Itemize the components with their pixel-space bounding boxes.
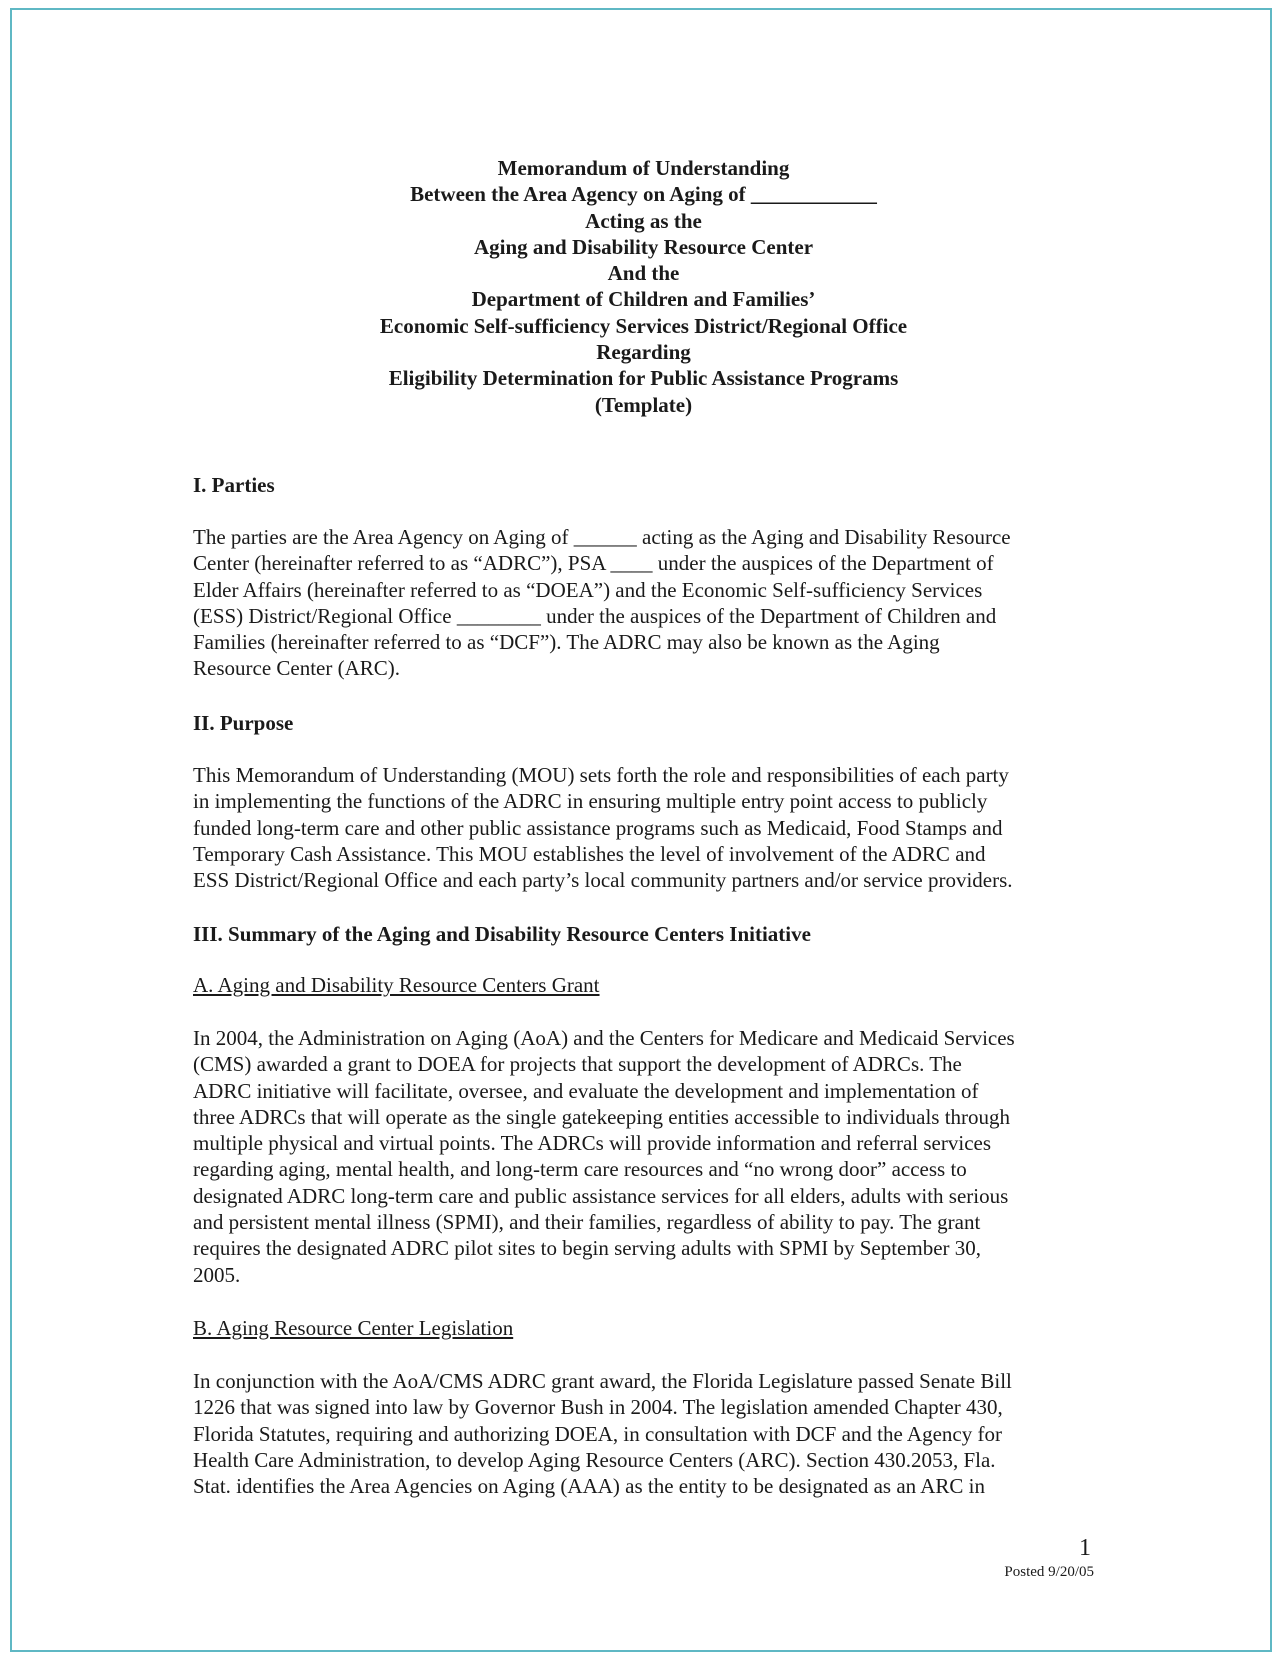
text-line: requires the designated ADRC pilot sites to begin serving adults with SPMI by September 30, [193,1236,982,1261]
document-title [0,155,1287,418]
text-line: ADRC initiative will facilitate, oversee, and evaluate the development and implementation of [193,1078,979,1103]
text-line: funded long-term care and other public assistance programs such as Medicaid, Food Stamps and [193,815,1003,840]
text-line: ESS District/Regional Office and each party’s local community partners and/or service providers. [193,868,1013,893]
subheading-legislation: B. Aging Resource Center Legislation [193,1316,514,1340]
title-line: And the [607,261,680,286]
text-line: In 2004, the Administration on Aging (AoA) and the Centers for Medicare and Medicaid Services [193,1026,1015,1050]
subheading-grant: A. Aging and Disability Resource Centers Grant [193,973,600,997]
posted-date: Posted 9/20/05 [1004,1564,1094,1580]
section-heading-purpose: II. Purpose [193,711,294,735]
text-line: Florida Statutes, requiring and authorizing DOEA, in consultation with DCF and the Agency for [193,1421,1002,1446]
section-heading-parties: I. Parties [193,473,275,497]
title-line: Department of Children and Families’ [471,287,816,312]
title-line: Regarding [596,340,691,365]
text-line: In conjunction with the AoA/CMS ADRC grant award, the Florida Legislature passed Senate Bill [193,1369,1012,1393]
paragraph-parties [193,524,1011,682]
text-line: designated ADRC long-term care and public assistance services for all elders, adults with serious [193,1183,1009,1208]
text-line: (ESS) District/Regional Office ________ under the auspices of the Department of Children and [193,603,997,628]
text-line: multiple physical and virtual points. The ADRCs will provide information and referral services [193,1131,992,1156]
text-line: in implementing the functions of the ADRC in ensuring multiple entry point access to publicly [193,789,988,814]
text-line: 1226 that was signed into law by Governor Bush in 2004. The legislation amended Chapter 430, [193,1395,1003,1420]
title-line: Memorandum of Understanding [497,156,790,180]
page-number: 1 [1079,1535,1091,1561]
title-line: (Template) [594,392,693,417]
text-line: three ADRCs that will operate as the single gatekeeping entities accessible to individuals through [193,1104,1011,1129]
text-line: Resource Center (ARC). [193,656,401,681]
text-line: Elder Affairs (hereinafter referred to as “DOEA”) and the Economic Self-sufficiency Services [193,577,983,602]
paragraph-legislation [193,1368,1012,1499]
title-line: Aging and Disability Resource Center [473,234,814,259]
title-line: Between the Area Agency on Aging of ____________ [410,182,877,207]
paragraph-grant [193,1025,1015,1288]
title-line: Eligibility Determination for Public Assistance Programs [388,366,899,391]
text-line: Temporary Cash Assistance. This MOU establishes the level of involvement of the ADRC and [193,841,986,866]
title-line: Economic Self-sufficiency Services District/Regional Office [379,313,908,338]
text-line: regarding aging, mental health, and long-term care resources and “no wrong door” access to [193,1157,967,1182]
text-line: Stat. identifies the Area Agencies on Aging (AAA) as the entity to be designated as an ARC in [193,1474,986,1499]
paragraph-purpose [193,762,1013,893]
text-line: The parties are the Area Agency on Aging of ______ acting as the Aging and Disability Resource [193,525,1011,549]
section-heading-summary: III. Summary of the Aging and Disability Resource Centers Initiative [193,922,811,946]
text-line: Center (hereinafter referred to as “ADRC”), PSA ____ under the auspices of the Department of [193,551,994,576]
title-line: Acting as the [585,208,702,233]
text-line: (CMS) awarded a grant to DOEA for projects that support the development of ADRCs. The [193,1052,962,1077]
text-line: and persistent mental illness (SPMI), and their families, regardless of ability to pay. The grant [193,1210,981,1235]
text-line: Families (hereinafter referred to as “DCF”). The ADRC may also be known as the Aging [193,630,940,655]
text-line: This Memorandum of Understanding (MOU) sets forth the role and responsibilities of each party [193,763,1009,787]
text-line: 2005. [193,1262,241,1287]
text-line: Health Care Administration, to develop Aging Resource Centers (ARC). Section 430.2053, Fla. [193,1447,996,1472]
